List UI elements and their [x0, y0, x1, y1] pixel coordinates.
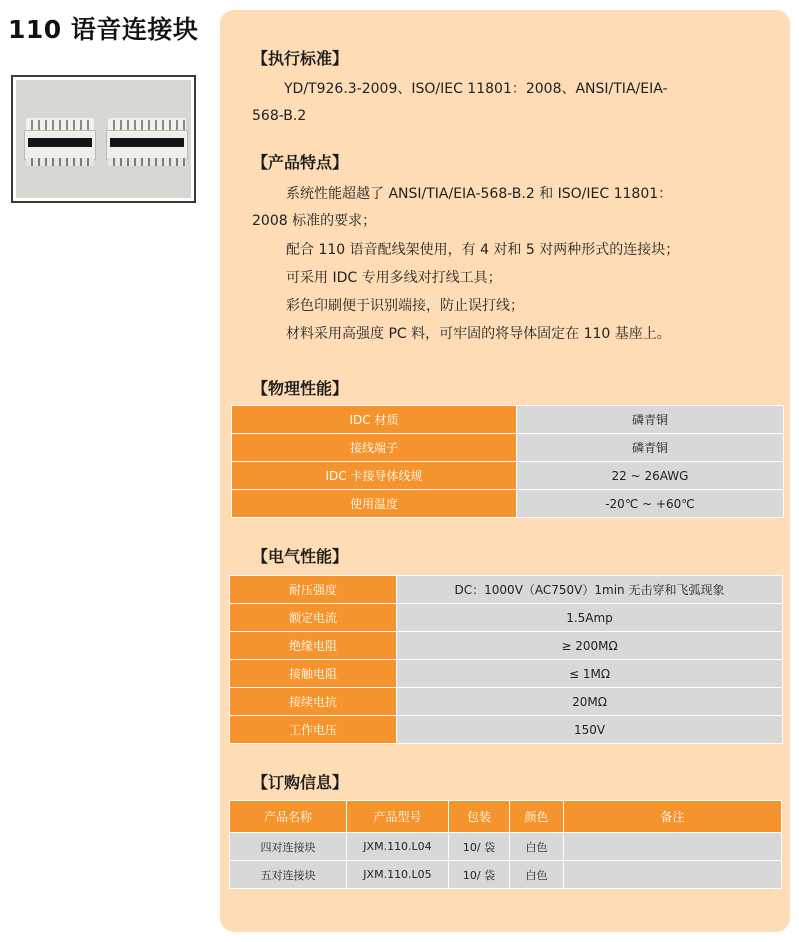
electrical-value: ≥ 200MΩ	[397, 632, 783, 660]
physical-label: 使用温度	[232, 490, 517, 518]
electrical-value: DC：1000V（AC750V）1min 无击穿和飞弧现象	[397, 576, 783, 604]
table-row	[230, 688, 783, 716]
features-line-4: 可采用 IDC 专用多线对打线工具；	[286, 270, 502, 286]
order-cell-color: 白色	[510, 861, 564, 889]
order-heading: 【订购信息】	[252, 773, 349, 792]
order-cell-name: 四对连接块	[230, 833, 347, 861]
order-header-remarks: 备注	[564, 801, 782, 833]
order-cell-name: 五对连接块	[230, 861, 347, 889]
table-row	[230, 660, 783, 688]
connecting-block-image-right	[106, 118, 188, 168]
features-line-2: 2008 标准的要求；	[252, 213, 377, 229]
order-header-model: 产品型号	[347, 801, 449, 833]
table-row	[230, 604, 783, 632]
electrical-table	[229, 575, 783, 744]
table-header-row	[230, 801, 782, 833]
physical-label: IDC 卡接导体线规	[232, 462, 517, 490]
order-header-color: 颜色	[510, 801, 564, 833]
order-cell-color: 白色	[510, 833, 564, 861]
order-cell-remarks	[564, 833, 782, 861]
features-line-6: 材料采用高强度 PC 料，可牢固的将导体固定在 110 基座上。	[286, 326, 671, 342]
table-row	[230, 576, 783, 604]
order-header-name: 产品名称	[230, 801, 347, 833]
table-row	[230, 716, 783, 744]
standard-heading: 【执行标准】	[252, 49, 349, 68]
table-row	[232, 406, 784, 434]
physical-value: 22 ~ 26AWG	[517, 462, 784, 490]
physical-table	[231, 405, 784, 518]
electrical-value: 1.5Amp	[397, 604, 783, 632]
order-cell-package: 10/ 袋	[449, 833, 510, 861]
features-heading: 【产品特点】	[252, 153, 349, 172]
physical-heading: 【物理性能】	[252, 379, 349, 398]
features-line-5: 彩色印刷便于识别端接，防止误打线；	[286, 298, 524, 314]
electrical-label: 工作电压	[230, 716, 397, 744]
table-row	[232, 462, 784, 490]
electrical-label: 接续电抗	[230, 688, 397, 716]
block-stripe	[110, 138, 184, 147]
page-title: 110 语音连接块	[8, 15, 199, 44]
block-pins	[26, 158, 94, 166]
standard-line-2: 568-B.2	[252, 108, 307, 124]
features-line-3: 配合 110 语音配线架使用，有 4 对和 5 对两种形式的连接块；	[286, 242, 680, 258]
order-header-package: 包装	[449, 801, 510, 833]
table-row	[230, 861, 782, 889]
electrical-label: 绝缘电阻	[230, 632, 397, 660]
table-row	[232, 490, 784, 518]
order-table	[229, 800, 782, 889]
table-row	[230, 632, 783, 660]
electrical-value: ≤ 1MΩ	[397, 660, 783, 688]
order-cell-model: JXM.110.L04	[347, 833, 449, 861]
physical-label: 接线端子	[232, 434, 517, 462]
features-line-1: 系统性能超越了 ANSI/TIA/EIA-568-B.2 和 ISO/IEC 11801：	[286, 186, 673, 202]
order-cell-package: 10/ 袋	[449, 861, 510, 889]
electrical-label: 耐压强度	[230, 576, 397, 604]
physical-value: -20℃ ~ +60℃	[517, 490, 784, 518]
order-cell-remarks	[564, 861, 782, 889]
electrical-heading: 【电气性能】	[252, 547, 349, 566]
product-photo-background	[16, 80, 191, 198]
physical-value: 磷青铜	[517, 434, 784, 462]
physical-label: IDC 材质	[232, 406, 517, 434]
electrical-label: 接触电阻	[230, 660, 397, 688]
physical-value: 磷青铜	[517, 406, 784, 434]
electrical-value: 150V	[397, 716, 783, 744]
block-pins	[108, 158, 186, 166]
electrical-label: 额定电流	[230, 604, 397, 632]
table-row	[230, 833, 782, 861]
standard-line-1: YD/T926.3-2009、ISO/IEC 11801：2008、ANSI/TIA/EIA-	[284, 81, 668, 97]
product-photo	[11, 75, 196, 203]
order-cell-model: JXM.110.L05	[347, 861, 449, 889]
electrical-value: 20MΩ	[397, 688, 783, 716]
block-stripe	[28, 138, 92, 147]
connecting-block-image-left	[24, 118, 96, 168]
table-row	[232, 434, 784, 462]
